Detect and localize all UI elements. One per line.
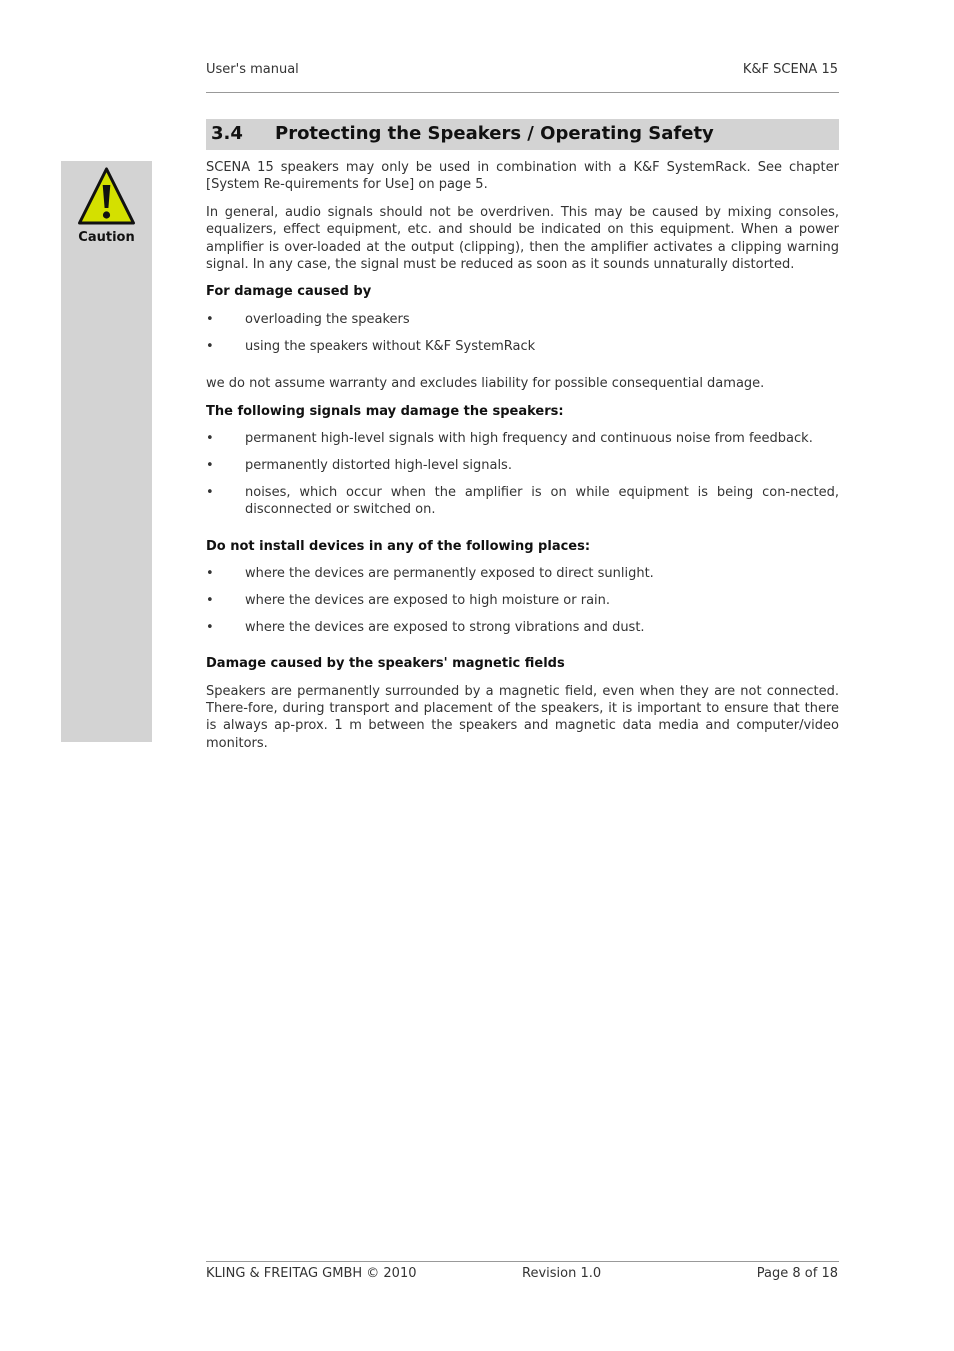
footer-copyright: KLING & FREITAG GMBH © 2010 xyxy=(206,1266,417,1281)
warning-triangle-icon xyxy=(76,166,137,228)
bullet: • xyxy=(206,430,214,446)
list-item: • where the devices are permanently exposed to direct sunlight. xyxy=(206,566,654,581)
bullet: • xyxy=(206,592,214,608)
list-item: • using the speakers without K&F SystemRack xyxy=(206,338,536,354)
section-number: 3.4 xyxy=(211,123,243,144)
damage-list xyxy=(206,311,839,355)
places-list xyxy=(206,565,839,636)
list-item: • noises, which occur when the amplifier is on while equipment is being con-nected, disconnected or switched on. xyxy=(206,484,839,518)
magnetic-paragraph: Speakers are permanently surrounded by a magnetic field, even when they are not connected. There-fore, during transport and placement of the speakers, it is important to ensure that there is always ap-prox. 1 m between the speakers and magnetic data media and computer/video monitors. xyxy=(206,683,839,751)
section-body xyxy=(206,159,839,762)
list-item: • permanent high-level signals with high frequency and continuous noise from feedback. xyxy=(206,430,813,446)
header-product-name: K&F SCENA 15 xyxy=(742,62,838,77)
footer-revision: Revision 1.0 xyxy=(522,1266,602,1281)
section-title: Protecting the Speakers / Operating Safety xyxy=(275,123,714,144)
signals-heading: The following signals may damage the speakers: xyxy=(206,403,564,419)
places-heading: Do not install devices in any of the following places: xyxy=(206,538,591,554)
list-item: • where the devices are exposed to high moisture or rain. xyxy=(206,592,611,608)
signals-list xyxy=(206,430,839,519)
list-item: • overloading the speakers xyxy=(206,311,410,327)
damage-heading: For damage caused by xyxy=(206,284,372,300)
list-item: • where the devices are exposed to strong vibrations and dust. xyxy=(206,619,645,635)
caution-label: Caution xyxy=(78,230,135,245)
warranty-paragraph: we do not assume warranty and excludes liability for possible consequential damage. xyxy=(206,376,765,392)
bullet: • xyxy=(206,566,214,581)
bullet: • xyxy=(206,457,214,473)
footer-page-number: Page 8 of 18 xyxy=(756,1266,838,1281)
magnetic-heading: Damage caused by the speakers' magnetic fields xyxy=(206,656,565,672)
footer-divider xyxy=(206,1261,839,1262)
bullet: • xyxy=(206,311,214,327)
list-item: • permanently distorted high-level signals. xyxy=(206,457,512,473)
section-heading-bar xyxy=(206,119,839,150)
overdrive-paragraph: In general, audio signals should not be overdriven. This may be caused by mixing consoles, equalizers, effect equipment, etc. and should be indicated on this equipment. When a power amplifier is over-loaded at the output (clipping), then the amplifier activates a clipping warning signal. In any case, the signal must be reduced as soon as it sounds unnaturally distorted. xyxy=(206,204,839,273)
bullet: • xyxy=(206,338,214,354)
bullet: • xyxy=(206,484,214,500)
header-doc-type: User's manual xyxy=(206,62,299,77)
bullet: • xyxy=(206,619,214,635)
caution-sidebar xyxy=(61,161,152,742)
header-divider xyxy=(206,92,839,93)
intro-paragraph: SCENA 15 speakers may only be used in combination with a K&F SystemRack. See chapter [System Re-quirements for Use] on page 5. xyxy=(206,160,839,193)
